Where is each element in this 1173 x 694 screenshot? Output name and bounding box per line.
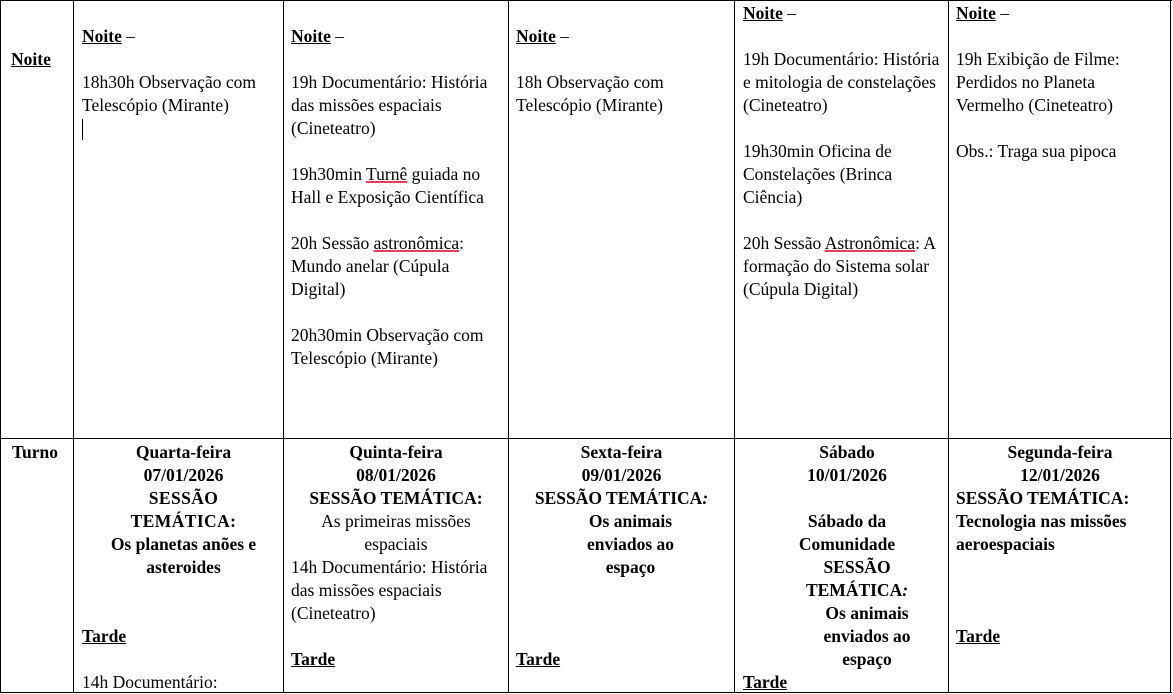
heading-dash: – <box>555 26 569 46</box>
subtitle: Sábado da Comunidade <box>798 511 896 554</box>
night-heading-text: Noite <box>516 26 556 46</box>
activity-item: 20h30min Observação com Telescópio (Mirante) <box>291 325 484 368</box>
night-heading <box>516 25 727 48</box>
theme-label: SESSÃO TEMÁTICA: <box>956 488 1130 508</box>
turno-row-label: Turno <box>11 442 59 462</box>
period-label: Tarde <box>82 626 127 646</box>
activity-item: 18h Observação com Telescópio (Mirante) <box>516 72 664 115</box>
period-label: Tarde <box>516 649 561 669</box>
heading-dash: – <box>330 26 344 46</box>
night-cell-wednesday <box>74 1 283 438</box>
activity-item: 19h Documentário: História e mitologia de constelações (Cineteatro) <box>743 49 940 115</box>
activity-text: : Mundo anelar (Cúpula Digital) <box>291 233 465 299</box>
activity-item: 19h30min Oficina de Constelações (Brinca Ciência) <box>743 141 893 207</box>
activity-item: 18h30h Observação com Telescópio (Mirante) <box>82 72 256 115</box>
activity-item: 14h Documentário: História das missões espaciais (Cineteatro) <box>291 557 488 623</box>
day-name: Segunda-feira <box>1007 442 1113 462</box>
activity-item <box>743 232 941 301</box>
spellcheck-word: astronômica <box>373 233 460 253</box>
theme-colon: : <box>702 488 709 508</box>
table-border-right <box>1170 0 1171 693</box>
night-heading <box>291 25 501 48</box>
day-date: 09/01/2026 <box>581 465 662 485</box>
night-heading-text: Noite <box>82 26 122 46</box>
night-heading-text: Noite <box>743 3 783 23</box>
day-cell-friday <box>509 439 734 692</box>
day-date: 08/01/2026 <box>356 465 436 485</box>
heading-dash: – <box>121 26 135 46</box>
theme-label-line <box>753 556 941 602</box>
spellcheck-word: Turnê <box>366 164 408 184</box>
activity-item: 19h Documentário: História das missões espaciais (Cineteatro) <box>291 72 488 138</box>
theme-title: Os planetas anões e asteroides <box>110 534 257 577</box>
table-border-bottom <box>0 692 1172 693</box>
period-label: Tarde <box>743 672 788 692</box>
night-row-label: Noite <box>11 49 51 69</box>
theme-title: Os animais enviados ao espaço <box>586 511 675 577</box>
day-cell-saturday <box>735 439 948 692</box>
activity-item: 19h Exibição de Filme: Perdidos no Planeta Vermelho (Cineteatro) <box>956 49 1120 115</box>
theme-label: SESSÃO TEMÁTICA <box>534 488 703 508</box>
note-item: Obs.: Traga sua pipoca <box>956 141 1117 161</box>
day-cell-wednesday <box>74 439 283 692</box>
day-date: 07/01/2026 <box>143 465 224 485</box>
day-cell-thursday <box>284 439 508 692</box>
theme-title: As primeiras missões espaciais <box>321 511 471 554</box>
turno-label-cell <box>1 439 73 692</box>
activity-text: 19h30min <box>291 164 367 184</box>
theme-label: SESSÃO TEMÁTICA: <box>130 488 237 531</box>
day-name: Sexta-feira <box>580 442 663 462</box>
period-label: Tarde <box>956 626 1001 646</box>
theme-colon: : <box>902 580 909 600</box>
night-heading <box>956 2 1164 25</box>
text-cursor <box>82 117 275 140</box>
day-name: Quarta-feira <box>135 442 232 462</box>
activity-item <box>291 232 501 301</box>
theme-label: SESSÃO TEMÁTICA: <box>309 488 483 508</box>
theme-title: Tecnologia nas missões aeroespaciais <box>956 511 1127 554</box>
day-date: 10/01/2026 <box>807 465 887 485</box>
activity-text: guiada no Hall e Exposição Científica <box>291 164 484 207</box>
night-cell-thursday <box>284 1 508 438</box>
heading-dash: – <box>782 3 796 23</box>
activity-text: : A formação do Sistema solar (Cúpula Digital) <box>743 233 936 299</box>
activity-text: 20h Sessão <box>291 233 374 253</box>
heading-dash: – <box>995 3 1009 23</box>
activity-item: 14h Documentário: <box>82 672 218 692</box>
day-cell-monday <box>949 439 1170 692</box>
theme-title: Os animais enviados ao espaço <box>823 603 911 669</box>
night-heading <box>743 2 941 25</box>
night-heading <box>82 25 275 48</box>
night-heading-text: Noite <box>956 3 996 23</box>
day-date: 12/01/2026 <box>1020 465 1100 485</box>
night-cell-saturday <box>735 1 948 438</box>
night-cell-monday <box>949 1 1170 438</box>
night-heading-text: Noite <box>291 26 331 46</box>
day-name: Sábado <box>819 442 875 462</box>
activity-text: 20h Sessão <box>743 233 825 253</box>
spellcheck-word: Astronômica <box>824 233 916 253</box>
theme-label: SESSÃO TEMÁTICA <box>805 557 903 600</box>
activity-item <box>291 163 501 209</box>
period-label: Tarde <box>291 649 336 669</box>
night-cell-friday <box>509 1 734 438</box>
day-name: Quinta-feira <box>349 442 443 462</box>
theme-label-line <box>516 487 727 510</box>
night-label-cell <box>1 1 73 438</box>
